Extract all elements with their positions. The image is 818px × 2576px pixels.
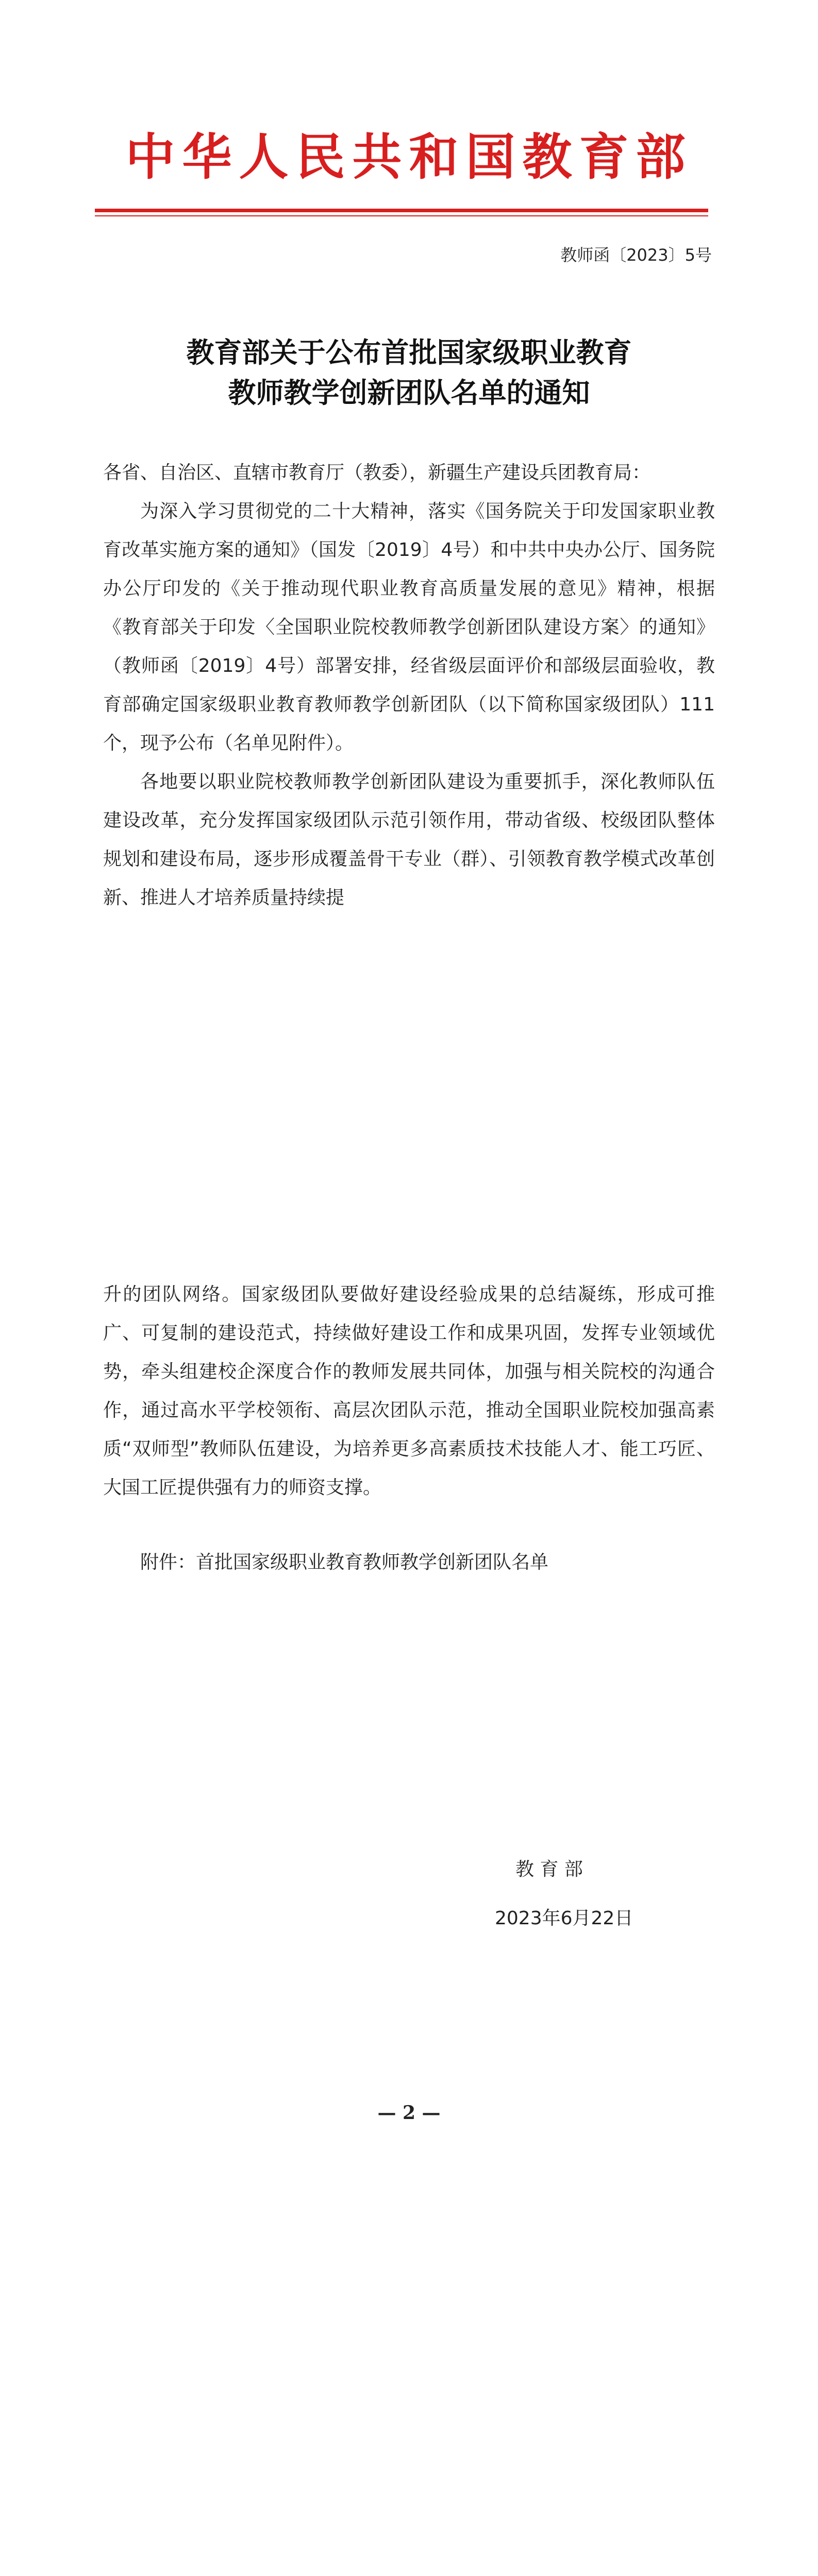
masthead-title: 中华人民共和国教育部 — [125, 128, 693, 186]
paragraph-2-continued: 升的团队网络。国家级团队要做好建设经验成果的总结凝练，形成可推广、可复制的建设范式，持续做好建设工作和成果巩固，发挥专业领域优势，牵头组建校企深度合作的教师发展共同体，加强与相关院校的沟通合作，通过高水平学校领衔、高层次团队示范，推动全国职业院校加强高素质“双师型”教师队伍建设，为培养更多高素质技术技能人才、能工巧匠、大国工匠提供强有力的师资支撑。 — [103, 1284, 715, 1498]
paragraph-2: 各地要以职业院校教师教学创新团队建设为重要抓手，深化教师队伍建设改革，充分发挥国家级团队示范引领作用，带动省级、校级团队整体规划和建设布局，逐步形成覆盖骨干专业（群）、引领教育教学模式改革创新、推进人才培养质量持续提 — [103, 771, 715, 908]
attachment-line: 附件：首批国家级职业教育教师教学创新团队名单 — [140, 1552, 549, 1573]
letter-body-page2 — [103, 1275, 715, 1582]
red-rule-thin — [95, 215, 708, 216]
document-number: 教师函〔2023〕5号 — [560, 245, 712, 265]
paragraph-1: 为深入学习贯彻党的二十大精神，落实《国务院关于印发国家职业教育改革实施方案的通知》（国发〔2019〕4号）和中共中央办公厅、国务院办公厅印发的《关于推动现代职业教育高质量发展的意见》精神，根据《教育部关于印发〈全国职业院校教师教学创新团队建设方案〉的通知》（教师函〔2019〕4号）部署安排，经省级层面评价和部级层面验收，教育部确定国家级职业教育教师教学创新团队（以下简称国家级团队）111个，现予公布（名单见附件）。 — [103, 501, 715, 754]
page-number-2: — 2 — — [377, 2102, 441, 2124]
document-title — [0, 332, 818, 413]
salutation: 各省、自治区、直辖市教育厅（教委），新疆生产建设兵团教育局： — [103, 462, 651, 483]
letter-body-page1 — [103, 453, 715, 917]
issuer-name: 教 育 部 — [515, 1859, 583, 1880]
title-line-1: 教育部关于公布首批国家级职业教育 — [186, 336, 632, 369]
title-line-2: 教师教学创新团队名单的通知 — [228, 376, 590, 409]
issue-date: 2023年6月22日 — [495, 1908, 633, 1929]
red-rule-thick — [95, 209, 708, 212]
